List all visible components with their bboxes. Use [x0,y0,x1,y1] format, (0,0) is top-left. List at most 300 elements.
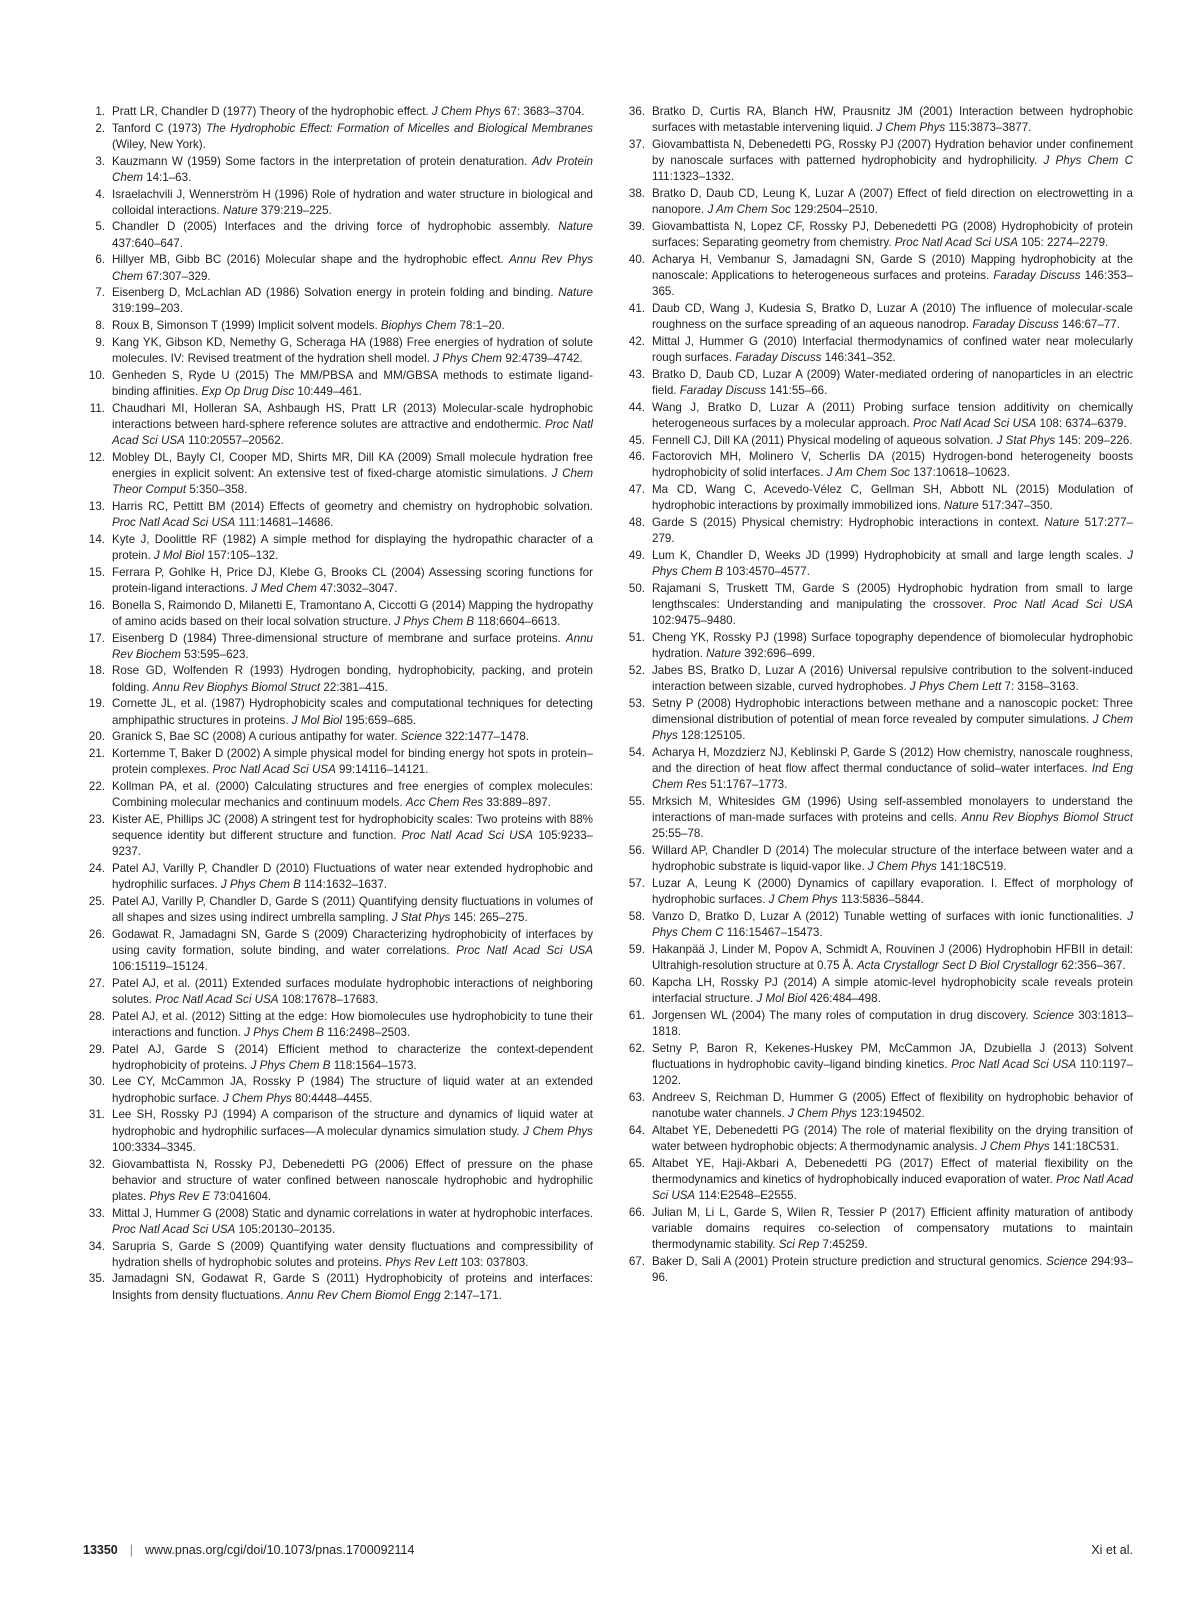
reference-volume-pages: 103: 037803. [457,1255,529,1269]
reference-item [623,876,1133,908]
reference-citation: Jamadagni SN, Godawat R, Garde S (2011) Hydrophobicity of proteins and interfaces: Insights from density fluctuations. [112,1272,593,1302]
reference-citation: Wang J, Bratko D, Luzar A (2011) Probing surface tension additivity on chemically heterogeneous surfaces by a molecular approach. [652,400,1133,430]
reference-text [108,927,593,976]
reference-citation: Rajamani S, Truskett TM, Garde S (2005) Hydrophobic hydration from small to large lengthscales: Understanding and manipulating the crossover. [652,581,1133,612]
reference-volume-pages: 157:105–132. [204,548,279,562]
reference-text [648,745,1133,794]
reference-number: 7. [95,286,105,300]
reference-journal: Faraday Discuss [972,318,1059,332]
reference-citation: Rose GD, Wolfenden R (1993) Hydrogen bonding, hydrophobicity, packing, and protein folding. [112,664,593,694]
reference-text [648,433,1133,449]
reference-item [623,975,1133,1007]
reference-journal: J Phys Chem B [652,548,1133,579]
reference-item [83,812,593,861]
reference-volume-pages: 110:1197–1202. [652,1057,1133,1087]
reference-journal: Nature [222,203,258,217]
reference-citation: Setny P (2008) Hydrophobic interactions between methane and a nanoscopic pocket: Three dimensional distribution of potential of mean force revealed by computer simulations. [652,696,1133,727]
reference-number: 57. [628,877,645,891]
reference-item [83,746,593,778]
reference-item [623,433,1133,449]
reference-citation: Chaudhari MI, Holleran SA, Ashbaugh HS, Pratt LR (2013) Molecular-scale hydrophobic interactions between hard-sphere reference solutes are attractive and endothermic. [112,401,593,431]
reference-text [108,368,593,400]
reference-citation: Mittal J, Hummer G (2008) Static and dynamic correlations in water at hydrophobic interfaces. [112,1206,593,1220]
reference-item [623,909,1133,941]
reference-item [623,1205,1133,1254]
page-footer [83,1543,1133,1557]
reference-text [648,482,1133,514]
reference-number: 29. [88,1042,105,1056]
reference-column-right [623,104,1133,1304]
reference-text [648,1123,1133,1155]
reference-citation: Kyte J, Doolittle RF (1982) A simple method for displaying the hydropathic character of a protein. [112,532,593,562]
reference-volume-pages: 110:20557–20562. [184,434,284,448]
reference-item [623,548,1133,580]
reference-citation: Bratko D, Curtis RA, Blanch HW, Prausnitz JM (2001) Interaction between hydrophobic surfaces with metastable intervening liquid. [652,105,1133,135]
reference-number: 44. [628,400,645,414]
reference-text [108,631,593,663]
reference-text [648,1156,1133,1205]
page-number: 13350 [83,1543,118,1557]
reference-journal: Annu Rev Phys Chem [112,253,593,283]
reference-citation: Fennell CJ, Dill KA (2011) Physical modeling of aqueous solvation. [652,433,997,447]
reference-item [83,894,593,926]
reference-journal: Proc Natl Acad Sci USA [951,1057,1077,1071]
reference-citation: Julian M, Li L, Garde S, Wilen R, Tessier P (2017) Efficient affinity maturation of antibody variable domains requires co-selection of compensatory mutations to maintain thermodynamic stability. [652,1205,1133,1252]
reference-number: 35. [88,1272,105,1286]
reference-text [648,843,1133,875]
reference-volume-pages: 114:1632–1637. [300,878,387,892]
reference-volume-pages: 7: 3158–3163. [1001,680,1079,694]
reference-text [108,154,593,186]
reference-text [108,532,593,564]
reference-citation: Genheden S, Ryde U (2015) The MM/PBSA and MM/GBSA methods to estimate ligand-binding affinities. [112,368,593,398]
reference-number: 67. [628,1254,645,1268]
reference-text [648,1008,1133,1040]
reference-text [648,137,1133,186]
reference-number: 31. [88,1108,105,1122]
reference-citation: Kollman PA, et al. (2000) Calculating structures and free energies of complex molecules: Combining molecular mechanics and continuum models. [112,779,593,810]
reference-citation: Daub CD, Wang J, Kudesia S, Bratko D, Luzar A (2010) The influence of molecular-scale roughness on the surface spreading of an aqueous nanodrop. [652,301,1133,332]
reference-citation: Cheng YK, Rossky PJ (1998) Surface topography dependence of biomolecular hydrophobic hydration. [652,631,1133,661]
reference-item [83,1042,593,1074]
reference-number: 3. [95,154,105,168]
reference-number: 46. [628,450,645,464]
reference-volume-pages: 437:640–647. [112,236,183,250]
reference-item [623,663,1133,695]
reference-journal: J Am Chem Soc [707,203,791,217]
reference-text [108,1107,593,1156]
reference-number: 64. [628,1123,645,1137]
reference-item [623,581,1133,630]
reference-journal: Proc Natl Acad Sci USA [212,763,336,777]
reference-number: 49. [628,548,645,562]
reference-volume-pages: 145: 265–275. [450,910,528,924]
reference-journal: J Phys Chem C [1043,154,1133,168]
reference-journal: Annu Rev Chem Biomol Engg [286,1288,441,1302]
reference-volume-pages: 145: 209–226. [1055,433,1133,447]
reference-item [623,449,1133,481]
reference-journal: Faraday Discuss [679,383,767,397]
reference-volume-pages: 294:93–96. [652,1254,1133,1284]
reference-volume-pages: 92:4739–4742. [502,352,583,366]
reference-text [648,548,1133,580]
reference-journal: Faraday Discuss [735,351,822,365]
reference-citation: Cornette JL, et al. (1987) Hydrophobicity scales and computational techniques for detecting amphipathic structures in proteins. [112,697,593,727]
reference-citation: Giovambattista N, Lopez CF, Rossky PJ, Debenedetti PG (2008) Hydrophobicity of protein surfaces: Separating geometry from chemistry. [652,219,1133,250]
reference-number: 47. [628,483,645,497]
reference-number: 9. [95,335,105,349]
reference-item [83,663,593,695]
reference-volume-pages: 22:381–415. [320,680,388,694]
reference-text [648,334,1133,366]
reference-text [648,663,1133,695]
doi-link[interactable]: www.pnas.org/cgi/doi/10.1073/pnas.1700092114 [145,1543,415,1557]
reference-number: 10. [88,368,105,382]
reference-number: 16. [88,598,105,612]
reference-text [648,400,1133,432]
reference-journal: J Phys Chem B [394,614,475,628]
reference-item [623,1156,1133,1205]
reference-item [623,843,1133,875]
reference-item [623,367,1133,399]
reference-journal: Proc Natl Acad Sci USA [112,417,593,448]
reference-item [83,532,593,564]
reference-text [108,894,593,926]
reference-number: 63. [628,1090,645,1104]
reference-number: 62. [628,1041,645,1055]
reference-number: 48. [628,516,645,530]
reference-text [648,794,1133,843]
reference-text [648,696,1133,745]
reference-text [108,1271,593,1303]
reference-number: 23. [88,812,105,826]
reference-number: 1. [95,105,105,118]
reference-citation: Bratko D, Daub CD, Luzar A (2009) Water-mediated ordering of nanoparticles in an electric field. [652,367,1133,397]
reference-journal: J Chem Phys [431,105,501,118]
reference-item [623,1123,1133,1155]
reference-item [83,1107,593,1156]
reference-number: 4. [95,187,105,201]
reference-journal: Acta Crystallogr Sect D Biol Crystallogr [856,959,1058,973]
reference-journal: Biophys Chem [380,319,457,333]
reference-item [83,861,593,893]
reference-number: 25. [88,894,105,908]
reference-item [83,154,593,186]
reference-journal: J Stat Phys [996,433,1056,447]
reference-number: 22. [88,779,105,793]
reference-journal: Proc Natl Acad Sci USA [155,992,279,1006]
reference-citation: Jabes BS, Bratko D, Luzar A (2016) Universal repulsive contribution to the solvent-induced interaction between sizable, curved hydrophobes. [652,663,1133,694]
reference-number: 66. [628,1205,645,1219]
reference-number: 19. [88,697,105,711]
reference-item [623,942,1133,974]
footer-left [83,1543,414,1557]
reference-text [108,746,593,778]
reference-number: 20. [88,730,105,744]
reference-text [648,581,1133,630]
reference-number: 41. [628,301,645,315]
reference-journal: J Chem Phys [222,1091,292,1105]
reference-journal: Science [400,730,442,744]
reference-number: 33. [88,1206,105,1220]
reference-citation: Hillyer MB, Gibb BC (2016) Molecular shape and the hydrophobic effect. [112,253,509,267]
reference-item [623,186,1133,218]
reference-item [83,450,593,499]
reference-number: 56. [628,844,645,858]
reference-number: 8. [95,319,105,333]
reference-citation: Harris RC, Pettitt BM (2014) Effects of geometry and chemistry on hydrophobic solvation. [112,499,593,513]
reference-text [648,219,1133,251]
reference-column-left [83,104,593,1304]
reference-item [83,285,593,317]
reference-citation: Godawat R, Jamadagni SN, Garde S (2009) Characterizing hydrophobicity of interfaces by using cavity formation, solute binding, and water correlations. [112,927,593,957]
reference-volume-pages: 129:2504–2510. [790,203,878,217]
reference-item [83,565,593,597]
reference-citation: Sarupria S, Garde S (2009) Quantifying water density fluctuations and compressibility of hydration shells of hydrophobic solutes and proteins. [112,1239,593,1269]
reference-volume-pages: (Wiley, New York). [112,137,206,151]
reference-journal: J Chem Phys [867,860,937,874]
reference-journal: J Phys Chem B [220,878,301,892]
reference-journal: J Chem Phys [876,121,946,135]
reference-number: 61. [628,1008,645,1022]
reference-volume-pages: 146:353–365. [652,269,1134,299]
reference-citation: Chandler D (2005) Interfaces and the driving force of hydrophobic assembly. [112,220,559,234]
reference-text [108,779,593,811]
reference-journal: Nature [943,499,979,513]
reference-citation: Mrksich M, Whitesides GM (1996) Using self-assembled monolayers to understand the interactions of man-made surfaces with proteins and cells. [652,795,1133,825]
reference-journal: J Mol Biol [291,713,343,727]
reference-item [83,318,593,334]
reference-number: 21. [88,746,105,760]
reference-text [648,449,1133,481]
reference-item [623,137,1133,186]
reference-volume-pages: 73:041604. [209,1189,272,1203]
reference-citation: Jorgensen WL (2004) The many roles of computation in drug discovery. [652,1008,1033,1022]
reference-journal: Annu Rev Biochem [112,631,593,661]
reference-item [623,696,1133,745]
reference-item [623,515,1133,547]
reference-item [83,598,593,630]
reference-item [623,219,1133,251]
reference-citation: Patel AJ, Varilly P, Chandler D, Garde S (2011) Quantifying density fluctuations in volumes of all shapes and sizes using indirect umbrella sampling. [112,894,593,924]
reference-text [648,1254,1133,1286]
reference-journal: Nature [558,220,593,234]
reference-journal: Proc Natl Acad Sci USA [993,598,1134,612]
reference-text [108,219,593,251]
reference-journal: Proc Natl Acad Sci USA [652,1172,1133,1202]
reference-volume-pages: 99:14116–14121. [335,763,429,777]
reference-volume-pages: 319:199–203. [112,302,183,316]
reference-number: 51. [628,631,645,644]
reference-journal: J Mol Biol [153,548,205,562]
reference-journal: Science [1032,1008,1074,1022]
reference-number: 11. [89,401,105,415]
reference-citation: Patel AJ, Varilly P, Chandler D (2010) Fluctuations of water near extended hydrophobic and hydrophilic surfaces. [112,861,593,892]
reference-citation: Altabet YE, Debenedetti PG (2014) The role of material flexibility on the drying transition of water between hydrophobic objects: A thermodynamic analysis. [652,1123,1133,1153]
reference-text [108,401,593,450]
reference-item [623,794,1133,843]
reference-item [623,1008,1133,1040]
reference-text [648,1205,1133,1254]
reference-item [623,745,1133,794]
reference-text [648,515,1133,547]
reference-number: 39. [628,219,645,233]
reference-text [108,450,593,499]
reference-citation: Ferrara P, Gohlke H, Price DJ, Klebe G, Brooks CL (2004) Assessing scoring functions for protein-ligand interactions. [112,565,593,595]
reference-text [648,186,1133,218]
reference-number: 32. [88,1157,105,1171]
reference-citation: Factorovich MH, Molinero V, Scherlis DA (2015) Hydrogen-bond heterogeneity boosts hydrophobicity of solid interfaces. [652,450,1133,480]
reference-text [108,598,593,630]
reference-citation: Setny P, Baron R, Kekenes-Huskey PM, McCammon JA, Dzubiella J (2013) Solvent fluctuations in hydrophobic cavity–ligand binding kinetics. [652,1041,1133,1071]
reference-number: 65. [628,1156,645,1170]
reference-item [623,104,1133,136]
reference-item [623,1090,1133,1122]
reference-journal: J Chem Phys [788,1106,857,1120]
reference-item [623,301,1133,333]
reference-text [648,104,1133,136]
reference-citation: Acharya H, Mozdzierz NJ, Keblinski P, Garde S (2012) How chemistry, nanoscale roughness, and the direction of heat flow affect thermal conductance of solid–water interfaces. [652,745,1133,776]
reference-journal: Proc Natl Acad Sci USA [112,1222,236,1236]
reference-item [83,976,593,1008]
reference-text [108,187,593,219]
footer-separator: | [129,1543,134,1557]
reference-citation: Andreev S, Reichman D, Hummer G (2005) Effect of flexibility on hydrophobic behavior of nanotube water channels. [652,1090,1133,1120]
reference-citation: Kapcha LH, Rossky PJ (2014) A simple atomic-level hydrophobicity scale reveals protein interfacial structure. [652,975,1133,1005]
reference-journal: Adv Protein Chem [112,154,593,184]
reference-citation: Baker D, Sali A (2001) Protein structure prediction and structural genomics. [652,1254,1047,1268]
reference-journal: Exp Op Drug Disc [201,384,295,398]
reference-journal: Annu Rev Biophys Biomol Struct [152,680,321,694]
reference-journal: J Chem Phys [980,1139,1050,1153]
reference-volume-pages: 517:347–350. [978,499,1053,513]
reference-volume-pages: 47:3032–3047. [316,581,398,595]
reference-text [108,729,593,745]
reference-journal: J Med Chem [251,581,317,595]
reference-journal: Ind Eng Chem Res [652,762,1134,792]
reference-volume-pages: 14:1–63. [142,170,192,184]
reference-text [108,121,593,153]
reference-text [648,975,1133,1007]
reference-citation: Vanzo D, Bratko D, Luzar A (2012) Tunable wetting of surfaces with ionic functionalities. [652,909,1128,923]
reference-volume-pages: 146:67–77. [1058,318,1120,332]
reference-text [108,1239,593,1271]
reference-volume-pages: 108:17678–17683. [278,992,379,1006]
reference-text [108,1157,593,1206]
reference-volume-pages: 80:4448–4455. [291,1091,373,1105]
reference-volume-pages: 141:18C531. [1049,1139,1120,1153]
reference-volume-pages: 137:10618–10623. [909,466,1010,480]
reference-item [623,1041,1133,1090]
reference-volume-pages: 128:125105. [677,729,746,743]
reference-item [83,368,593,400]
reference-citation: Lee SH, Rossky PJ (1994) A comparison of the structure and dynamics of liquid water at hydrophobic and hydrophilic surfaces—A molecular dynamics simulation study. [112,1108,593,1138]
reference-volume-pages: 103:4570–4577. [722,565,810,579]
reference-text [648,1041,1133,1090]
reference-item [83,1157,593,1206]
reference-volume-pages: 53:595–623. [180,647,249,661]
reference-text [648,630,1133,662]
reference-volume-pages: 67:307–329. [142,269,211,283]
reference-number: 45. [628,433,645,447]
reference-journal: Phys Rev E [149,1189,210,1203]
reference-citation: Bonella S, Raimondo D, Milanetti E, Tramontano A, Ciccotti G (2014) Mapping the hydropathy of amino acids based on their local solvation structure. [112,598,593,628]
reference-volume-pages: 5:350–358. [186,483,248,497]
reference-citation: Pratt LR, Chandler D (1977) Theory of the hydrophobic effect. [112,105,432,118]
reference-citation: Granick S, Bae SC (2008) A curious antipathy for water. [112,730,401,744]
reference-text [648,252,1133,301]
reference-number: 53. [628,696,645,710]
reference-text [648,942,1133,974]
reference-number: 30. [88,1075,105,1089]
reference-citation: Mittal J, Hummer G (2010) Interfacial thermodynamics of confined water near molecularly rough surfaces. [652,334,1133,365]
reference-citation: Israelachvili J, Wennerström H (1996) Role of hydration and water structure in biological and colloidal interactions. [112,187,593,217]
reference-journal: Nature [558,286,593,300]
reference-item [83,631,593,663]
reference-number: 12. [88,450,105,464]
reference-item [83,187,593,219]
reference-citation: Kister AE, Phillips JC (2008) A stringent test for hydrophobicity scales: Two proteins with 88% sequence identity but different structure and function. [112,812,593,842]
reference-number: 14. [88,532,105,546]
reference-number: 52. [628,663,645,677]
reference-volume-pages: 195:659–685. [342,713,417,727]
reference-text [108,318,593,334]
reference-journal: Phys Rev Lett [385,1255,458,1269]
reference-volume-pages: 517:277–279. [652,516,1133,546]
reference-text [108,861,593,893]
reference-journal: J Stat Phys [391,910,451,924]
reference-volume-pages: 105:20130–20135. [235,1222,336,1236]
reference-volume-pages: 392:696–699. [740,647,816,661]
reference-volume-pages: 116:2498–2503. [324,1025,411,1039]
reference-item [83,729,593,745]
reference-volume-pages: 2:147–171. [440,1288,502,1302]
reference-journal: J Phys Chem Lett [909,680,1002,694]
reference-journal: Proc Natl Acad Sci USA [913,416,1037,430]
reference-volume-pages: 10:449–461. [294,384,362,398]
reference-item [623,252,1133,301]
reference-number: 40. [628,252,645,266]
reference-volume-pages: 322:1477–1478. [441,730,529,744]
reference-text [108,285,593,317]
reference-number: 58. [628,909,645,923]
reference-number: 27. [88,976,105,990]
reference-journal: Sci Rep [778,1238,820,1252]
reference-journal: The Hydrophobic Effect: Formation of Micelles and Biological Membranes [205,121,593,135]
reference-volume-pages: 67: 3683–3704. [500,105,585,118]
reference-volume-pages: 141:55–66. [766,383,828,397]
reference-citation: Lee CY, McCammon JA, Rossky P (1984) The structure of liquid water at an extended hydrophobic surface. [112,1075,593,1105]
reference-volume-pages: 118:6604–6613. [474,614,561,628]
reference-text [108,1074,593,1106]
reference-number: 36. [628,105,645,118]
reference-item [83,252,593,284]
reference-text [108,696,593,728]
reference-journal: Proc Natl Acad Sci USA [894,236,1018,250]
reference-text [108,976,593,1008]
reference-journal: Nature [706,647,741,661]
reference-number: 26. [88,927,105,941]
reference-volume-pages: 146:341–352. [821,351,896,365]
reference-item [83,696,593,728]
reference-volume-pages: 62:356–367. [1057,959,1126,973]
reference-number: 34. [88,1239,105,1253]
reference-journal: Proc Natl Acad Sci USA [401,828,533,842]
reference-number: 55. [628,795,645,809]
reference-volume-pages: 100:3334–3345. [112,1140,196,1154]
reference-citation: Patel AJ, Garde S (2014) Efficient method to characterize the context-dependent hydrophobicity of proteins. [112,1042,593,1072]
reference-citation: Hakanpää J, Linder M, Popov A, Schmidt A, Rouvinen J (2006) Hydrophobin HFBII in detail: Ultrahigh-resolution structure at 0.75 Å. [652,942,1133,973]
